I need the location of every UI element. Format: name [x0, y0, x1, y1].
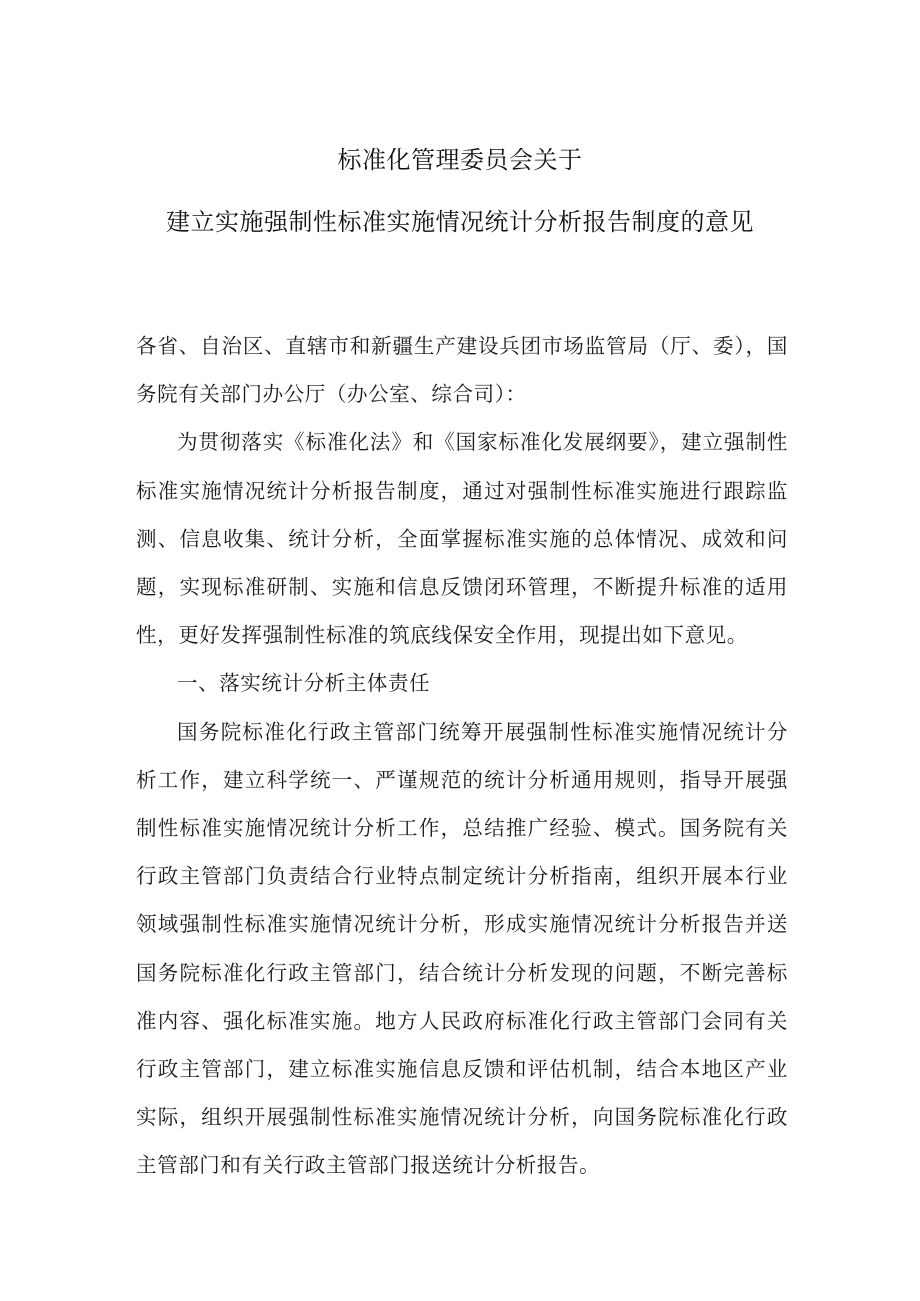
section-1-paragraph: 国务院标准化行政主管部门统筹开展强制性标准实施情况统计分析工作，建立科学统一、严谨规范的统计分析通用规则，指导开展强制性标准实施情况统计分析工作，总结推广经验、模式。国务院有关行政主管部门负责结合行业特点制定统计分析指南，组织开展本行业领域强制性标准实施情况统计分析，形成实施情况统计分析报告并送国务院标准化行政主管部门，结合统计分析发现的问题，不断完善标准内容、强化标准实施。地方人民政府标准化行政主管部门会同有关行政主管部门，建立标准实施信息反馈和评估机制，结合本地区产业实际，组织开展强制性标准实施情况统计分析，向国务院标准化行政主管部门和有关行政主管部门报送统计分析报告。	[136, 719, 788, 1178]
title-line-2: 建立实施强制性标准实施情况统计分析报告制度的意见	[166, 208, 754, 236]
title-line-1: 标准化管理委员会关于	[337, 146, 583, 174]
intro-paragraph: 为贯彻落实《标准化法》和《国家标准化发展纲要》，建立强制性标准实施情况统计分析报告制度，通过对强制性标准实施进行跟踪监测、信息收集、统计分析，全面掌握标准实施的总体情况、成效和问题，实现标准研制、实施和信息反馈闭环管理，不断提升标准的适用性，更好发挥强制性标准的筑底线保安全作用，现提出如下意见。	[136, 430, 788, 648]
section-1-heading: 一、落实统计分析主体责任	[177, 671, 431, 696]
addressee-paragraph: 各省、自治区、直辖市和新疆生产建设兵团市场监管局（厅、委），国务院有关部门办公厅（办公室、综合司）：	[136, 334, 788, 407]
document-body	[136, 322, 788, 1190]
document-title	[0, 144, 920, 238]
